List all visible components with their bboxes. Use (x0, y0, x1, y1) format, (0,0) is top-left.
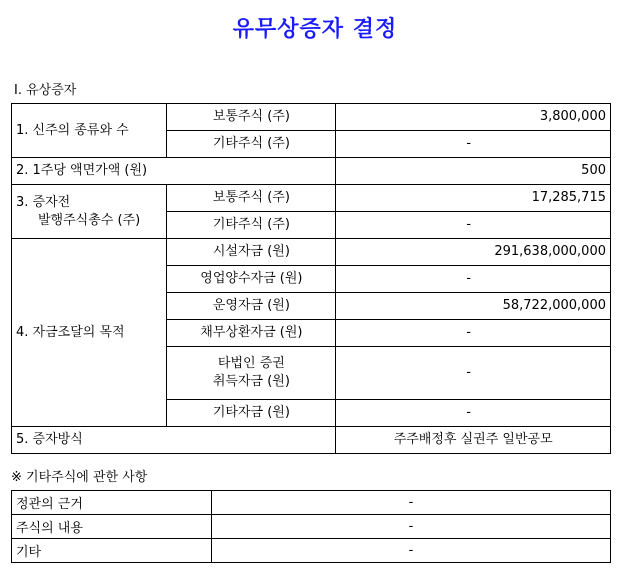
other-shares-table (11, 490, 611, 563)
other-funds-value: - (336, 400, 611, 427)
new-other-shares-value: - (336, 131, 611, 158)
rights-offering-table (11, 103, 611, 454)
operating-funds-label: 운영자금 (원) (167, 293, 336, 320)
pre-common-shares-value: 17,285,715 (336, 185, 611, 212)
pre-other-shares-value: - (336, 212, 611, 239)
other-value: - (212, 539, 611, 563)
debt-repayment-funds-value: - (336, 320, 611, 347)
table-row (12, 539, 611, 563)
pre-common-shares-label: 보통주식 (주) (167, 185, 336, 212)
method-value: 주주배정후 실권주 일반공모 (336, 427, 611, 454)
business-acquisition-funds-value: - (336, 266, 611, 293)
share-content-value: - (212, 515, 611, 539)
table-row (12, 158, 611, 185)
articles-basis-value: - (212, 491, 611, 515)
pre-shares-label-line1: 3. 증자전 (16, 194, 71, 210)
securities-acquisition-label-line1: 타법인 증권 (217, 356, 285, 371)
pre-shares-label (12, 185, 167, 239)
facility-funds-label: 시설자금 (원) (167, 239, 336, 266)
operating-funds-value: 58,722,000,000 (336, 293, 611, 320)
table-row (12, 104, 611, 131)
common-shares-label: 보통주식 (주) (167, 104, 336, 131)
other-shares-label: 기타주식 (주) (167, 131, 336, 158)
new-shares-label: 1. 신주의 종류와 수 (12, 104, 167, 158)
table-row (12, 185, 611, 212)
articles-basis-label: 정관의 근거 (12, 491, 212, 515)
securities-acquisition-funds-value: - (336, 347, 611, 400)
debt-repayment-funds-label: 채무상환자금 (원) (167, 320, 336, 347)
table-row (12, 515, 611, 539)
share-content-label: 주식의 내용 (12, 515, 212, 539)
securities-acquisition-label-line2: 취득자금 (원) (212, 374, 290, 389)
table-row (12, 491, 611, 515)
securities-acquisition-funds-label (167, 347, 336, 400)
purpose-label: 4. 자금조달의 목적 (12, 239, 167, 427)
new-common-shares-value: 3,800,000 (336, 104, 611, 131)
par-value-label: 2. 1주당 액면가액 (원) (12, 158, 336, 185)
note-heading: ※ 기타주식에 관한 사항 (11, 470, 148, 485)
other-label: 기타 (12, 539, 212, 563)
business-acquisition-funds-label: 영업양수자금 (원) (167, 266, 336, 293)
facility-funds-value: 291,638,000,000 (336, 239, 611, 266)
pre-shares-label-line2: 발행주식총수 (주) (38, 212, 141, 228)
method-label: 5. 증자방식 (12, 427, 336, 454)
document-title: 유무상증자 결정 (232, 16, 398, 42)
table-row (12, 239, 611, 266)
pre-other-shares-label: 기타주식 (주) (167, 212, 336, 239)
section-heading: Ⅰ. 유상증자 (14, 83, 77, 98)
table-row (12, 427, 611, 454)
other-funds-label: 기타자금 (원) (167, 400, 336, 427)
par-value-value: 500 (336, 158, 611, 185)
